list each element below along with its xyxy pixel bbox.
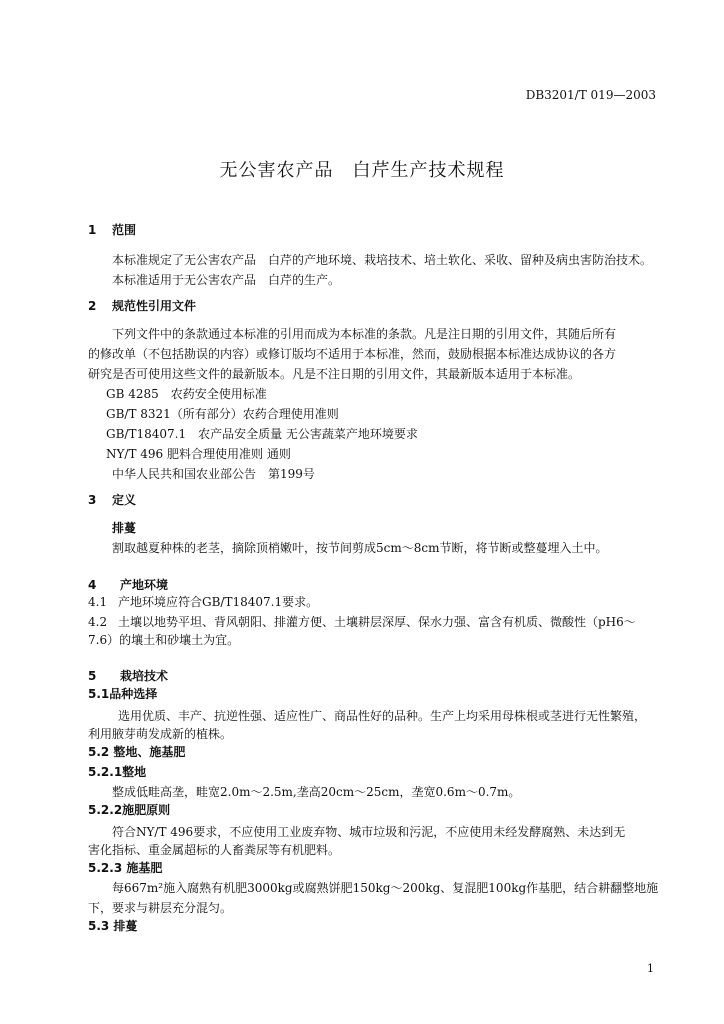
clause-text: 土壤以地势平坦、背风朝阳、排灌方便、土壤耕层深厚、保水力强、富含有机质、微酸性（pH6～	[118, 615, 636, 629]
section-1-heading	[88, 222, 136, 238]
clause-4-1	[88, 594, 318, 610]
reference-item: GB/T 8321（所有部分）农药合理使用准则	[106, 407, 339, 421]
subsection-5-2-2-line-1: 符合NY/T 496要求，不应使用工业废弃物、城市垃圾和污泥，不应使用未经发酵腐熟、未达到无	[112, 825, 626, 839]
section-2-paragraph-line-1: 下列文件中的条款通过本标准的引用而成为本标准的条款。凡是注日期的引用文件，其随后所有	[112, 327, 617, 341]
reference-item: 中华人民共和国农业部公告 第199号	[112, 467, 315, 481]
section-title: 产地环境	[120, 578, 169, 592]
reference-item: NY/T 496 肥料合理使用准则 通则	[106, 447, 291, 461]
clause-text: 产地环境应符合GB/T18407.1要求。	[118, 595, 319, 609]
section-title: 定义	[112, 493, 137, 507]
subsection-5-1-line-1: 选用优质、丰产、抗逆性强、适应性广、商品性好的品种。生产上均采用母株根或茎进行无性繁殖，	[118, 709, 647, 723]
clause-4-2	[88, 614, 636, 630]
section-title: 栽培技术	[120, 669, 169, 683]
section-4-heading	[88, 577, 168, 593]
section-number: 1	[88, 223, 97, 237]
section-5-heading	[88, 668, 168, 684]
section-3-heading	[88, 492, 136, 508]
subsection-5-2-3-heading: 5.2.3 施基肥	[88, 861, 163, 875]
clause-4-2-continued: 7.6）的壤土和砂壤土为宜。	[88, 633, 240, 647]
reference-item: GB 4285 农药安全使用标准	[106, 387, 267, 401]
clause-number: 4.1	[88, 595, 108, 609]
page-title: 无公害农产品 白芹生产技术规程	[219, 160, 505, 181]
subsection-5-3-heading: 5.3 排蔓	[88, 919, 138, 933]
subsection-5-1-line-2: 利用腋芽萌发成新的植株。	[88, 727, 233, 741]
section-number: 5	[88, 669, 97, 683]
subsection-5-2-2-line-2: 害化指标、重金属超标的人畜粪尿等有机肥料。	[88, 843, 341, 857]
section-title: 范围	[112, 223, 137, 237]
clause-number: 4.2	[88, 615, 108, 629]
section-2-paragraph-line-3: 研究是否可使用这些文件的最新版本。凡是不注日期的引用文件，其最新版本适用于本标准。	[88, 367, 581, 381]
subsection-5-2-2-heading: 5.2.2施肥原则	[88, 803, 171, 817]
subsection-5-2-1-heading: 5.2.1整地	[88, 765, 147, 779]
term-definition: 割取越夏种株的老茎，摘除顶梢嫩叶，按节间剪成5cm～8cm节断，将节断或整蔓埋入土中。	[112, 541, 608, 555]
section-2-paragraph-line-2: 的修改单（不包括勘误的内容）或修订版均不适用于本标准，然而，鼓励根据本标准达成协议的各方	[88, 347, 617, 361]
section-1-paragraph-1: 本标准规定了无公害农产品 白芹的产地环境、栽培技术、培土软化、采收、留种及病虫害防治技术。	[112, 253, 653, 267]
section-number: 2	[88, 299, 97, 313]
subsection-5-2-3-line-1: 每667m²施入腐熟有机肥3000kg或腐熟饼肥150kg～200kg、复混肥100kg作基肥，结合耕翻整地施	[112, 881, 659, 895]
term-name: 排蔓	[112, 521, 137, 535]
section-2-heading	[88, 298, 196, 314]
section-1-paragraph-2: 本标准适用于无公害农产品 白芹的生产。	[112, 273, 341, 287]
reference-item: GB/T18407.1 农产品安全质量 无公害蔬菜产地环境要求	[106, 427, 418, 441]
subsection-5-2-heading: 5.2 整地、施基肥	[88, 745, 186, 759]
subsection-5-2-3-line-2: 下，要求与耕层充分混匀。	[88, 901, 233, 915]
section-number: 3	[88, 493, 97, 507]
section-title: 规范性引用文件	[112, 299, 197, 313]
standard-code: DB3201/T 019—2003	[525, 88, 656, 102]
subsection-5-2-1-text: 整成低畦高垄，畦宽2.0m～2.5m,垄高20cm～25cm，垄宽0.6m～0.7m。	[112, 785, 521, 799]
section-number: 4	[88, 578, 97, 592]
subsection-5-1-heading: 5.1品种选择	[88, 687, 158, 701]
page-number: 1	[647, 962, 654, 975]
